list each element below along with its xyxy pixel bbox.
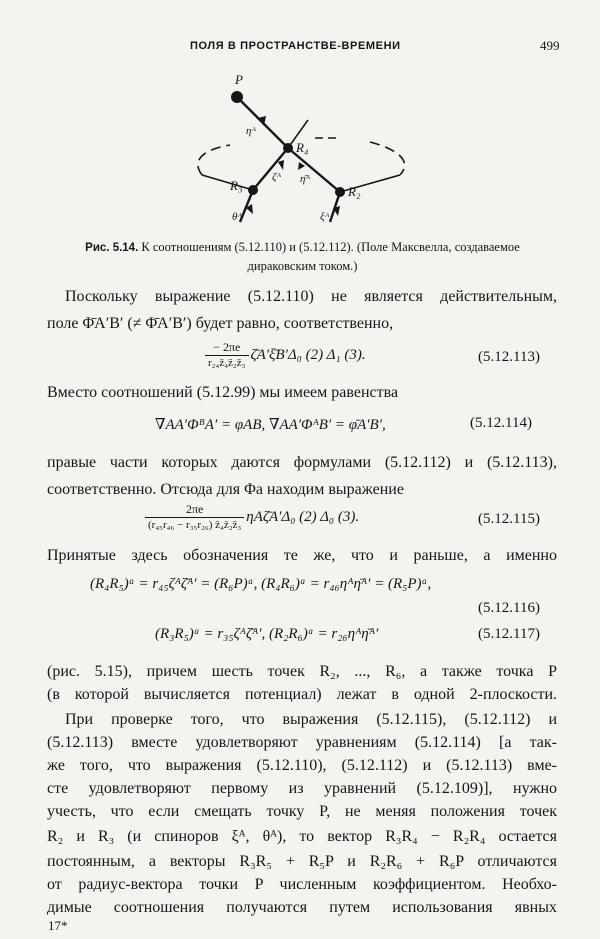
- equation-5-12-116: (R₄R₅)ᵃ = r₄₅ζᴬζ̄ᴬ′ = (R₆P)ᵃ, (R₄R₆)ᵃ = r₄₆ηᴬη̄ᴬ′ = (R₅P)ᵃ,: [90, 576, 432, 592]
- label-R4: R₄: [296, 140, 309, 155]
- equation-5-12-114: ∇AA′ΦᴮA′ = φAB, ∇AA′ΦᴬB′ = φ̄A′B′,: [155, 417, 386, 433]
- equation-number: (5.12.117): [478, 626, 540, 642]
- figure-5-14: [190, 70, 410, 230]
- paragraph-line: соответственно. Отсюда для Φa находим выражение: [47, 481, 404, 498]
- equation-number: (5.12.115): [478, 511, 540, 527]
- equation-number: (5.12.114): [470, 415, 532, 431]
- flag-zeta: [278, 160, 284, 170]
- eq115-denominator: (r₄₅r₄₆ − r₃₅r₂₆) z̄₄z̄₂z̄₃: [148, 519, 242, 531]
- eq113-rest: ζ̄A′ξ̄B′Δ₀ (2) Δ₁ (3).: [250, 346, 366, 363]
- eq115-numerator: 2πe: [145, 502, 244, 518]
- paragraph-line: поле Φ̄A′B′ (≠ Φ̄A′B′) будет равно, соответственно,: [47, 315, 394, 332]
- paragraph-line: (рис. 5.15), причем шесть точек R₂, ..., R₆, а также точка P: [47, 663, 557, 680]
- label-R2: R₂: [348, 184, 361, 199]
- flag-etabar: [298, 162, 305, 170]
- paragraph-line: постоянным, а векторы R₃R₅ + R₅P и R₂R₆ + R₆P отличаются: [47, 853, 557, 870]
- caption-label: Рис. 5.14.: [85, 242, 139, 254]
- paragraph-line: правые части которых даются формулами (5.12.112) и (5.12.113),: [47, 454, 557, 471]
- label-R3: R₃: [230, 178, 243, 193]
- paragraph-line: от радиус-вектора точки P численным коэффициентом. Необхо-: [47, 876, 557, 893]
- caption-text: К соотношениям (5.12.110) и (5.12.112). (Поле Максвелла, создаваемое дираковским током.): [141, 240, 520, 273]
- page-number: 499: [540, 38, 560, 53]
- point-R3: [248, 185, 258, 195]
- running-title: ПОЛЯ В ПРОСТРАНСТВЕ-ВРЕМЕНИ: [190, 40, 401, 52]
- paragraph-line: Поскольку выражение (5.12.110) не является действительным,: [65, 288, 557, 305]
- equation-5-12-117: (R₃R₅)ᵃ = r₃₅ζᴬζ̄ᴬ′, (R₂R₆)ᵃ = r₂₆ηᴬη̄ᴬ′: [155, 626, 379, 642]
- paragraph-line: (5.12.113) вместе удовлетворяют уравнениям (5.12.114) [а так-: [47, 734, 557, 751]
- equation-5-12-115: [145, 502, 359, 533]
- paragraph-line: димые соотношения получаются путем использования явных: [47, 899, 557, 916]
- cone-left-arc: [198, 145, 230, 175]
- point-P: [231, 91, 243, 103]
- equation-5-12-113: [205, 340, 366, 371]
- cone-right-arc: [370, 142, 405, 175]
- equation-number: (5.12.116): [478, 600, 540, 616]
- equation-number: (5.12.113): [478, 349, 540, 365]
- label-P: P: [235, 72, 243, 87]
- label-xi: ξᴬ: [320, 211, 330, 223]
- paragraph-line: (в которой вычисляется потенциал) лежат в одной 2-плоскости.: [47, 686, 557, 703]
- label-theta: θᴬ: [232, 211, 242, 223]
- label-eta: ηᴬ: [246, 125, 257, 137]
- eq113-numerator: − 2πe: [205, 340, 249, 356]
- edge-R3-left: [202, 175, 253, 190]
- paragraph-line: При проверке того, что выражения (5.12.115), (5.12.112) и: [65, 711, 557, 728]
- label-etabar: η̄ᴬ: [300, 173, 311, 185]
- page-header: [0, 40, 600, 58]
- label-zeta: ζᴬ: [272, 171, 282, 183]
- point-R4: [283, 143, 293, 153]
- signature-mark: 17*: [48, 918, 68, 933]
- paragraph-line: Принятые здесь обозначения те же, что и раньше, а именно: [47, 547, 557, 564]
- paragraph-line: Вместо соотношений (5.12.99) мы имеем равенства: [47, 384, 399, 401]
- figure-caption: [50, 238, 555, 275]
- point-R2: [335, 187, 345, 197]
- paragraph-line: сте удовлетворяют первому из уравнений (5.12.109)], нужно: [47, 780, 557, 797]
- eq115-rest: ηAζ̄A′Δ₀ (2) Δ₀ (3).: [246, 508, 360, 525]
- paragraph-line: же того, что выражения (5.12.110), (5.12.112) и (5.12.113) вме-: [47, 757, 557, 774]
- eq113-denominator: r₂₄z̄₄z̄₂z̄₃: [208, 357, 246, 369]
- paragraph-line: R₂ и R₃ (и спиноров ξᴬ, θᴬ), то вектор R₃R₄ − R₂R₄ остается: [47, 828, 557, 845]
- paragraph-line: учесть, что если смещать точку P, не меняя положения точек: [47, 803, 557, 820]
